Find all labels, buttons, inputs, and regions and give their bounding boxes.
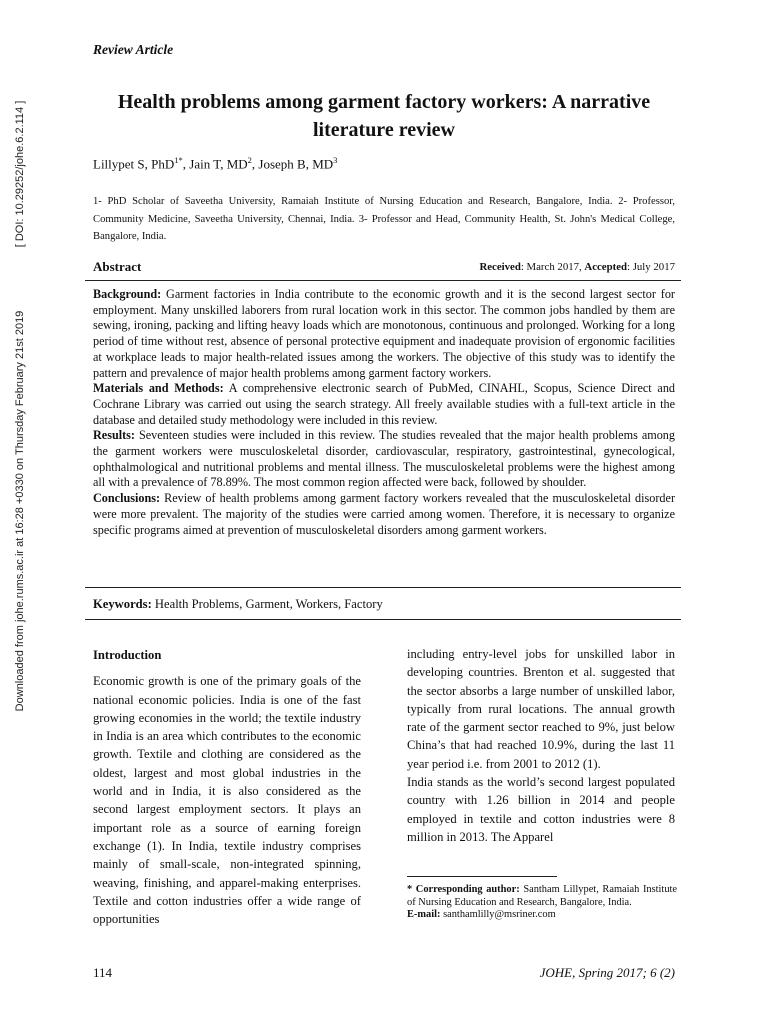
abstract-bottom-rule <box>85 587 681 588</box>
download-side-note: Downloaded from johe.rums.ac.ir at 16:28 +0330 on Thursday February 21st 2019 <box>14 310 26 712</box>
conclusions-label: Conclusions: <box>93 491 161 506</box>
author-name: , Joseph B, MD <box>251 156 334 172</box>
page-number: 114 <box>93 965 113 980</box>
footnote-rule <box>407 876 557 877</box>
email-address: santhamlilly@msriner.com <box>440 909 556 920</box>
author-affiliation-marker: 2 <box>247 155 252 165</box>
keywords-label: Keywords: <box>93 597 152 611</box>
affiliations-text: 1- PhD Scholar of Saveetha University, Ramaiah Institute of Nursing Education and Research, Bangalore, India. 2- Professor, Community Medicine, Saveetha University, Chennai, India. 3- Professor and Head, Community Health, St. John's Medical College, Bangalore, India. <box>93 196 675 243</box>
email-label: E-mail: <box>407 909 441 920</box>
doi-side-note: [ DOI: 10.29252/johe.6.2.114 ] <box>14 100 26 248</box>
keywords-bottom-rule <box>85 619 681 620</box>
journal-citation: JOHE, Spring 2017; 6 (2) <box>539 965 675 980</box>
author-list <box>93 155 337 172</box>
keywords-text: Health Problems, Garment, Workers, Factory <box>151 597 383 611</box>
corresponding-author-footnote <box>407 884 677 922</box>
accepted-label: Accepted <box>584 261 627 273</box>
background-label: Background: <box>93 287 162 301</box>
abstract-heading: Abstract <box>93 259 142 274</box>
right-column <box>407 645 675 846</box>
background-text: Garment factories in India contribute to the economic growth and it is the second largest sector for employment. Many unskilled laborers from rural location work in this sector. The common jobs handled by them are sewing, ironing, packing and lifting heavy loads which are monotonous, continuous and prolonged. Working for a long period of time without rest, absence of personal protective equipment and inadequate provision of ergonomic facilities at workplace leads to major health-related issues among the workers. The objective of this study was to identify the pattern and prevalence of major health problems among garment factory workers. <box>93 287 675 380</box>
abstract-methods <box>93 381 675 428</box>
paper-title: Health problems among garment factory workers: A narrative literature review <box>117 91 651 141</box>
author-name: Lillypet S, PhD <box>93 156 175 172</box>
introduction-heading: Introduction <box>93 648 162 662</box>
keywords <box>93 597 383 612</box>
introduction-paragraph: India stands as the world’s second largest populated country with 1.26 billion in 2014 and people employed in textile and cotton industries were 8 million in 2013. The Apparel <box>407 775 675 844</box>
accepted-date: : July 2017 <box>627 261 675 273</box>
introduction-paragraph-continued: including entry-level jobs for unskilled labor in developing countries. Brenton et al. suggested that the sector absorbs a large number of unskilled labor, typically from rural locations. The annual growth rate of the garment sector reached to 9%, just below China’s that had reached 10.9%, during the last 11 year period i.e. from 2001 to 2012 (1). <box>407 647 675 771</box>
results-text: Seventeen studies were included in this review. The studies revealed that the major health problems among the garment workers were musculoskeletal disorder, cardiovascular, respiratory, gastrointestinal, gynecological, ophthalmological and nutritional problems and mental illness. The musculoskeletal problems were the highest among all with a prevalence of 78.89%. The most common region affected were back, followed by shoulder. <box>93 428 675 490</box>
author-name: , Jain T, MD <box>182 156 248 172</box>
abstract-conclusions <box>93 491 675 538</box>
author-affiliation-marker: 3 <box>333 155 338 165</box>
abstract-background <box>93 287 675 381</box>
results-label: Results: <box>93 428 135 443</box>
author-affiliation-marker: 1* <box>174 155 183 165</box>
methods-label: Materials and Methods: <box>93 381 224 396</box>
article-type: Review Article <box>93 42 174 57</box>
abstract-results <box>93 428 675 491</box>
email-line <box>407 909 677 922</box>
abstract-body <box>93 287 675 538</box>
left-column <box>93 646 361 928</box>
conclusions-text: Review of health problems among garment factory workers revealed that the musculoskeletal disorder were more prevalent. The majority of the studies were carried among women. Therefore, it is necessary to organize specific programs aimed at prevention of musculoskeletal disorders among garment workers. <box>93 491 675 537</box>
submission-dates <box>479 261 675 273</box>
corresponding-author-text: Santham Lillypet, Ramaiah Institute of Nursing Education and Research, Bangalore, India. <box>407 884 678 908</box>
introduction-paragraph: Economic growth is one of the primary goals of the national economic policies. India is one of the fast growing economies in the world; the textile industry in India is an area which contributes to the economic growth. Textile and clothing are considered as the oldest, largest and most global industries in the world and in India, it is also considered as the second largest employment sectors. It plays an important role as a source of earning foreign exchange (1). In India, textile industry comprises mainly of small-scale, non-integrated spinning, weaving, finishing, and apparel-making enterprises. Textile and cotton industries offer a wide range of opportunities <box>93 674 361 927</box>
methods-text: A comprehensive electronic search of PubMed, CINAHL, Scopus, Science Direct and Cochrane Library was carried out using the search strategy. All freely available studies with a full-text article in the database and detailed study methodology were included in this review. <box>93 381 676 427</box>
received-label: Received <box>479 261 521 273</box>
corresponding-author <box>407 884 677 909</box>
abstract-top-rule <box>85 280 681 281</box>
received-date: : March 2017, <box>520 261 585 273</box>
corresponding-author-label: * Corresponding author: <box>407 884 520 895</box>
affiliations <box>93 193 675 246</box>
